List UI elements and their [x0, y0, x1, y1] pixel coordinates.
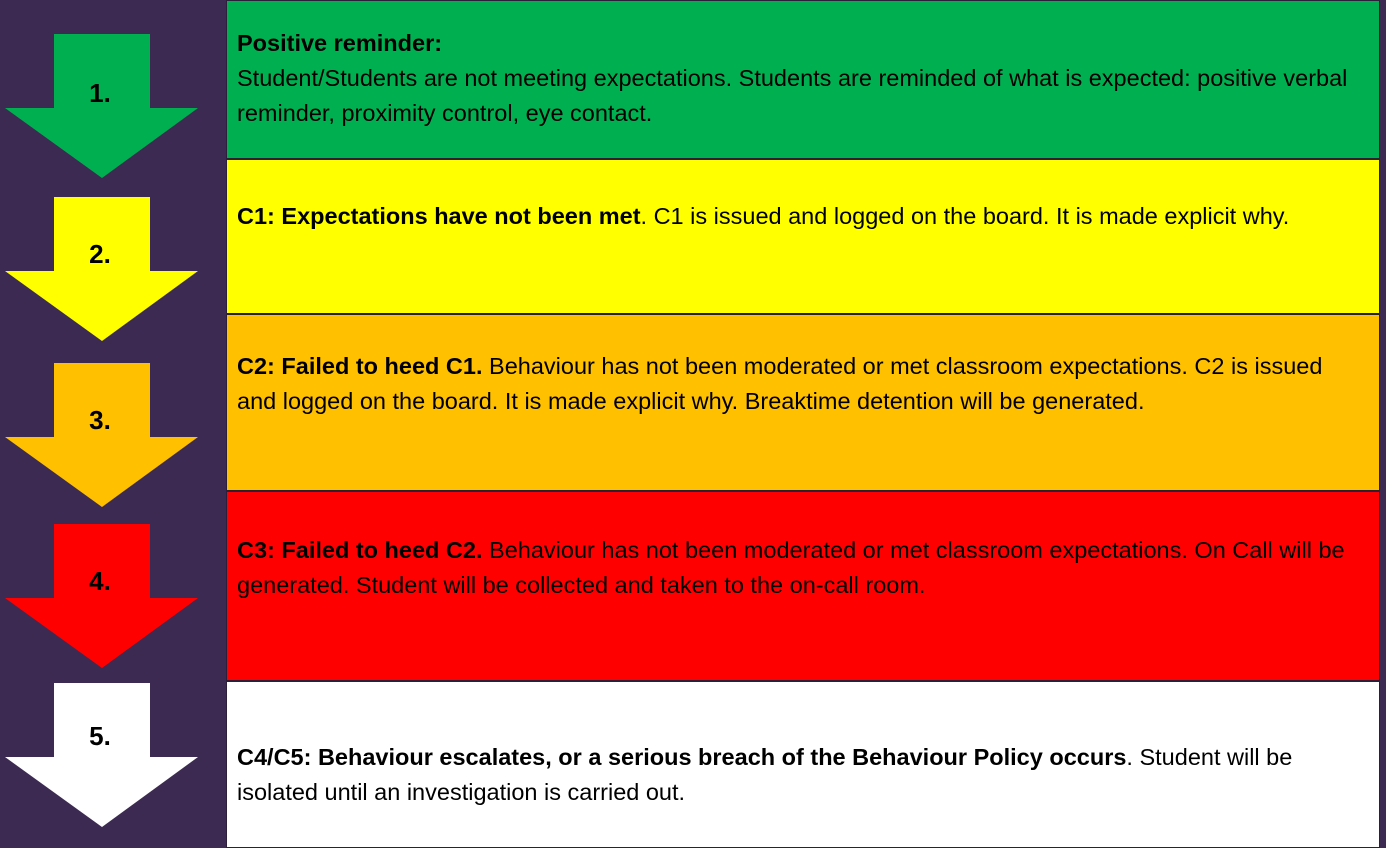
down-arrow-icon: [0, 197, 225, 343]
step-4-arrow-icon: [0, 524, 225, 670]
step-4-number: 4.: [89, 566, 111, 596]
down-arrow-icon: [0, 363, 225, 509]
step-5-heading: C4/C5: Behaviour escalates, or a serious breach of the Behaviour Policy occurs: [237, 744, 1127, 770]
step-1-box: [226, 0, 1380, 159]
step-1-body: Student/Students are not meeting expectations. Students are reminded of what is expected: positive verbal reminder, proximity control, eye contact.: [237, 65, 1348, 126]
step-2-number: 2.: [89, 239, 111, 269]
step-5-body: . Student will be isolated until an investigation is carried out.: [237, 744, 1293, 805]
step-2-body: . C1 is issued and logged on the board. It is made explicit why.: [640, 203, 1290, 229]
step-3-heading: C2: Failed to heed C1.: [237, 353, 483, 379]
step-4-heading: C3: Failed to heed C2.: [237, 537, 483, 563]
step-5-number: 5.: [89, 721, 111, 751]
down-arrow-icon: [0, 524, 225, 670]
down-arrow-icon: [0, 683, 225, 829]
step-4-box: [226, 491, 1380, 681]
step-2-heading: C1: Expectations have not been met: [237, 203, 641, 229]
step-5-arrow-icon: [0, 683, 225, 829]
step-3-arrow-icon: [0, 363, 225, 509]
arrow-column: [0, 0, 225, 848]
step-2-arrow-icon: [0, 197, 225, 343]
step-1-heading: Positive reminder:: [237, 30, 443, 56]
step-5-box: [226, 681, 1380, 848]
step-4-body: Behaviour has not been moderated or met classroom expectations. On Call will be generated. Student will be collected and taken to the on-call room.: [237, 537, 1345, 598]
step-2-box: [226, 159, 1380, 314]
step-3-box: [226, 314, 1380, 491]
step-3-number: 3.: [89, 405, 111, 435]
step-1-arrow-icon: [0, 34, 225, 180]
step-3-body: Behaviour has not been moderated or met classroom expectations. C2 is issued and logged on the board. It is made explicit why. Breaktime detention will be generated.: [237, 353, 1323, 414]
step-1-number: 1.: [89, 78, 111, 108]
